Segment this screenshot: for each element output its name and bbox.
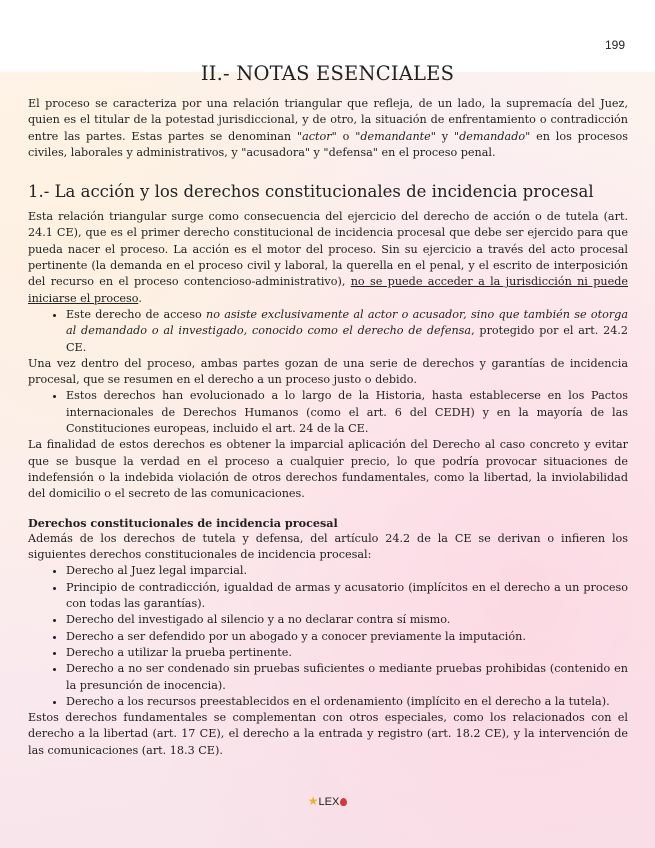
paragraph-proceso-justo: Una vez dentro del proceso, ambas partes gozan de una serie de derechos y garantías de incidencia procesal, que se resumen en el derecho a un proceso justo o debido. — [28, 356, 628, 387]
list-item: • Derecho a los recursos preestablecidos en el ordenamiento (implícito en el derecho a la tutela). — [66, 694, 628, 710]
list-item: • Derecho a no ser condenado sin pruebas suficientes o mediante pruebas prohibidas (contenido en la presunción de inocencia). — [66, 661, 628, 694]
underlined-text: no se puede acceder a la jurisdicción ni puede iniciarse el proceso — [28, 275, 628, 305]
footer-brand — [0, 794, 655, 808]
intro-paragraph: El proceso se caracteriza por una relación triangular que refleja, de un lado, la supremacía del Juez, quien es el titular de la potestad jurisdiccional, y de otro, la situación de enfrentamiento o contradicción entre las partes. Estas partes se denominan "actor" o "demandante" y "demandado" en los procesos civiles, laborales y administrativos, y "acusadora" y "defensa" en el proceso penal. — [28, 97, 628, 159]
drop-icon — [340, 798, 347, 806]
list-item: • Este derecho de acceso no asiste exclusivamente al actor o acusador, sino que también se otorga al demandado o al investigado, conocido como el derecho de defensa, protegido por el art. 24.2 CE. — [66, 307, 628, 356]
section-heading: 1.- La acción y los derechos constitucionales de incidencia procesal — [28, 182, 594, 202]
list-item: • Estos derechos han evolucionado a lo largo de la Historia, hasta establecerse en los Pactos internacionales de Derechos Humanos (como el art. 6 del CEDH) y en la mayoría de las Constituciones europeas, incluido el art. 24 de la CE. — [66, 388, 628, 437]
list-item: • Derecho a utilizar la prueba pertinente. — [66, 645, 628, 661]
list-item: • Derecho al Juez legal imparcial. — [66, 563, 628, 579]
page-title: II.- NOTAS ESENCIALES — [200, 62, 455, 85]
paragraph-accion: Esta relación triangular surge como consecuencia del ejercicio del derecho de acción o de tutela (art. 24.1 CE), que es el primer derecho constitucional de incidencia procesal que debe ser ejercido para que pueda nacer el proceso. La acción es el motor del proceso. Sin su ejercicio a través del acto procesal pertinente (la demanda en el proceso civil y laboral, la querella en el penal, y el escrito de interposición del recurso en el proceso contencioso-administrativo), no se puede acceder a la jurisdicción ni puede iniciarse el proceso. — [28, 210, 628, 305]
bullet-list-acceso — [28, 307, 628, 356]
paragraph-closing: Estos derechos fundamentales se complementan con otros especiales, como los relacionados con el derecho a la libertad (art. 17 CE), el derecho a la entrada y registro (art. 18.2 CE), y la intervención de las comunicaciones (art. 18.3 CE). — [28, 711, 628, 757]
page-number: 199 — [604, 38, 625, 52]
list-item: • Derecho del investigado al silencio y a no declarar contra sí mismo. — [66, 612, 628, 628]
list-item: • Derecho a ser defendido por un abogado y a conocer previamente la imputación. — [66, 629, 628, 645]
rights-list — [28, 563, 628, 710]
paragraph-finalidad: La finalidad de estos derechos es obtener la imparcial aplicación del Derecho al caso concreto y evitar que se busque la verdad en el proceso a cualquier precio, lo que podría provocar situaciones de indefensión o la indebida violación de otros derechos fundamentales, como la libertad, la inviolabilidad del domicilio o el secreto de las comunicaciones. — [28, 438, 628, 501]
bullet-list-evolucion — [28, 388, 628, 437]
brand-label: LEX — [318, 796, 340, 808]
star-icon: ★ — [307, 794, 319, 808]
paragraph-derechos-intro: Además de los derechos de tutela y defensa, del artículo 24.2 de la CE se derivan o infieren los siguientes derechos constitucionales de incidencia procesal: — [28, 531, 628, 562]
subsection-heading: Derechos constitucionales de incidencia procesal — [28, 515, 338, 530]
list-item: • Principio de contradicción, igualdad de armas y acusatorio (implícitos en el derecho a un proceso con todas las garantías). — [66, 580, 628, 613]
document-body — [28, 96, 628, 759]
